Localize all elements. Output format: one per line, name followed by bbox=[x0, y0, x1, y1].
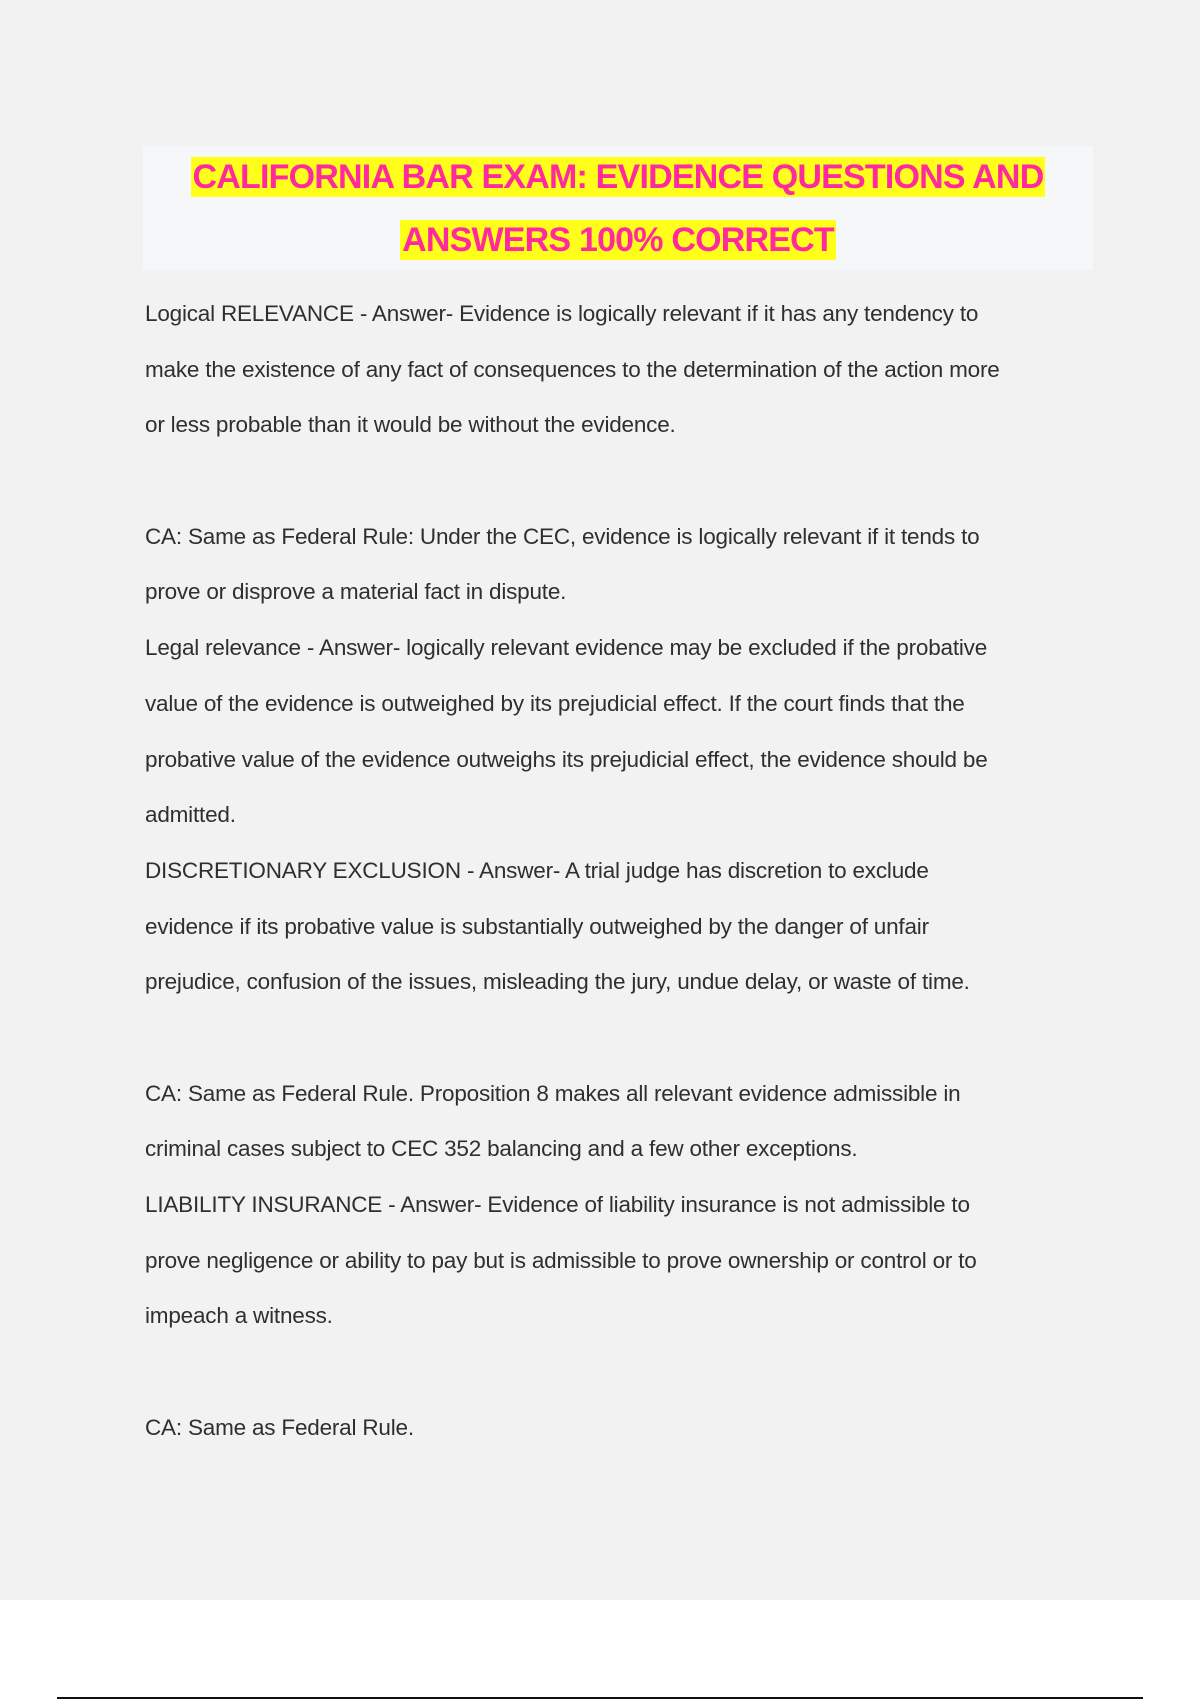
text-line: CA: Same as Federal Rule: Under the CEC, evidence is logically relevant if it tends to bbox=[145, 523, 980, 549]
blank-line bbox=[145, 453, 1090, 509]
text-line: DISCRETIONARY EXCLUSION - Answer- A trial judge has discretion to exclude bbox=[145, 857, 929, 883]
document-title bbox=[143, 146, 1093, 270]
text-line: prejudice, confusion of the issues, misleading the jury, undue delay, or waste of time. bbox=[145, 969, 970, 995]
text-line: CA: Same as Federal Rule. Proposition 8 makes all relevant evidence admissible in bbox=[145, 1080, 961, 1106]
text-line: CA: Same as Federal Rule. bbox=[145, 1414, 414, 1440]
text-line: LIABILITY INSURANCE - Answer- Evidence of liability insurance is not admissible to bbox=[145, 1192, 970, 1217]
text-line: prove or disprove a material fact in dispute. bbox=[145, 579, 567, 605]
footer-divider bbox=[57, 1697, 1143, 1699]
blank-line bbox=[145, 1344, 1090, 1400]
text-line: make the existence of any fact of consequences to the determination of the action more bbox=[145, 356, 1000, 382]
text-line: Logical RELEVANCE - Answer- Evidence is logically relevant if it has any tendency to bbox=[145, 301, 979, 326]
title-line-1: CALIFORNIA BAR EXAM: EVIDENCE QUESTIONS AND bbox=[192, 158, 1044, 196]
document-body bbox=[145, 286, 1090, 1455]
text-line: evidence if its probative value is substantially outweighed by the danger of unfair bbox=[145, 913, 929, 939]
text-line: prove negligence or ability to pay but is admissible to prove ownership or control or to bbox=[145, 1247, 977, 1273]
text-line: or less probable than it would be without the evidence. bbox=[145, 412, 676, 438]
text-line: value of the evidence is outweighed by its prejudicial effect. If the court finds that the bbox=[145, 690, 965, 716]
text-line: criminal cases subject to CEC 352 balancing and a few other exceptions. bbox=[145, 1136, 858, 1162]
text-line: probative value of the evidence outweighs its prejudicial effect, the evidence should be bbox=[145, 746, 988, 772]
text-line: admitted. bbox=[145, 802, 236, 828]
blank-line bbox=[145, 1010, 1090, 1066]
text-line: impeach a witness. bbox=[145, 1303, 333, 1329]
title-line-2: ANSWERS 100% CORRECT bbox=[402, 221, 834, 259]
text-line: Legal relevance - Answer- logically relevant evidence may be excluded if the probative bbox=[145, 635, 988, 661]
